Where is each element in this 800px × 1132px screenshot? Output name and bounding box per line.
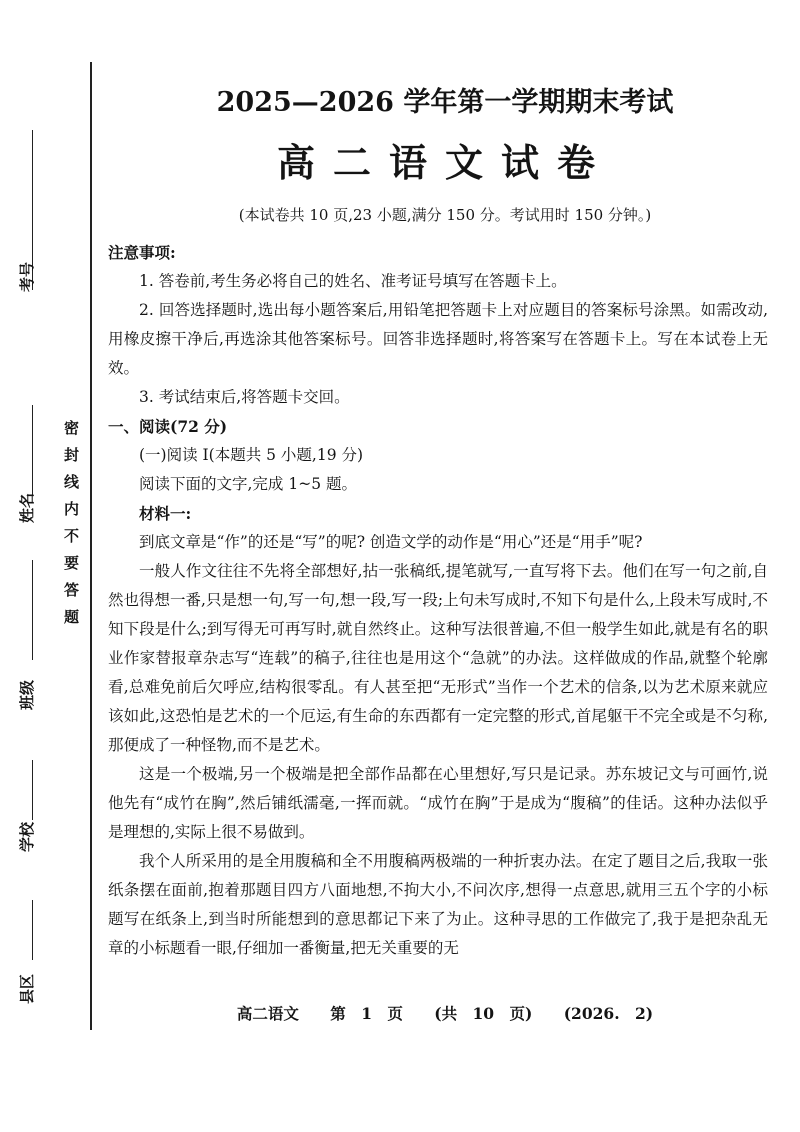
subsection-title: (一)阅读 I(本题共 5 小题,19 分) [139, 446, 364, 464]
reading-instruction: 阅读下面的文字,完成 1~5 题。 [139, 475, 357, 493]
class-label: 班级 [18, 679, 36, 710]
footer-date: (2026. 2) [563, 1004, 654, 1023]
seal-warning-text: 密封线内不要答题 [62, 420, 80, 636]
footer-page: 第 1 页 [330, 1004, 403, 1023]
paper-title: 高二语文试卷 [276, 140, 613, 185]
exam-body [108, 238, 768, 963]
district-field [4, 900, 44, 1010]
district-label: 县区 [18, 973, 36, 1004]
notice-item: 3. 考试结束后,将答题卡交回。 [139, 388, 350, 406]
material-paragraph: 我个人所采用的是全用腹稿和全不用腹稿两极端的一种折衷办法。在定了题目之后,我取一张纸条摆在面前,抱着那题目四方八面地想,不拘大小,不问次序,想得一点意思,就用三五个字的小标题写在纸条上,到当时所能想到的意思都记下来了为止。这种寻思的工作做完了,我于是把杂乱无章的小标题看一眼,仔细加一番衡量,把无关重要的无 [108, 852, 768, 957]
candidate-number-field [4, 60, 44, 310]
school-field [4, 750, 44, 870]
name-line [32, 405, 33, 495]
seal-line [90, 62, 92, 1030]
paper-info: (本试卷共 10 页,23 小题,满分 150 分。考试用时 150 分钟。) [238, 206, 652, 224]
material-label: 材料一: [139, 504, 192, 523]
name-label: 姓名 [18, 492, 36, 523]
section-title: 一、阅读(72 分) [108, 417, 228, 436]
class-line [32, 560, 33, 660]
material-paragraph: 一般人作文往往不先将全部想好,拈一张稿纸,提笔就写,一直写将下去。他们在写一句之前,自然也得想一番,只是想一句,写一句,想一段,写一段;上句未写成时,不知下句是什么,上段未写成时,不知下段是什么;到写得无可再写时,就自然终止。这种写法很普遍,不但一般学生如此,就是有名的职业作家替报章杂志写“连载”的稿子,往往也是用这个“急就”的办法。这样做成的作品,就整个轮廓看,总难免前后欠呼应,结构很零乱。有人甚至把“无形式”当作一个艺术的信条,以为艺术原来就应该如此,这恐怕是艺术的一个厄运,有生命的东西都有一定完整的形式,首尾躯干不完全或是不匀称,那便成了一种怪物,而不是艺术。 [108, 562, 768, 754]
district-line [32, 900, 33, 960]
notice-item: 1. 答卷前,考生务必将自己的姓名、准考证号填写在答题卡上。 [139, 272, 567, 290]
material-paragraph: 这是一个极端,另一个极端是把全部作品都在心里想好,写只是记录。苏东坡记文与可画竹,说他先有“成竹在胸”,然后铺纸濡毫,一挥而就。“成竹在胸”于是成为“腹稿”的佳话。这种办法似乎是理想的,实际上很不易做到。 [108, 765, 768, 841]
exam-title: 2025—2026 学年第一学期期末考试 [216, 87, 674, 118]
school-label: 学校 [18, 821, 36, 852]
binding-margin [0, 60, 50, 1004]
candidate-number-label: 考号 [18, 261, 36, 292]
notice-heading: 注意事项: [108, 243, 176, 262]
material-paragraph: 到底文章是“作”的还是“写”的呢? 创造文学的动作是“用心”还是“用手”呢? [139, 533, 643, 551]
footer-subject: 高二语文 [236, 1004, 299, 1023]
page-footer [100, 1002, 790, 1024]
footer-total: (共 10 页) [434, 1004, 533, 1023]
class-field [4, 550, 44, 750]
school-line [32, 760, 33, 820]
notice-item: 2. 回答选择题时,选出每小题答案后,用铅笔把答题卡上对应题目的答案标号涂黑。如需改动,用橡皮擦干净后,再选涂其他答案标号。回答非选择题时,将答案写在答题卡上。写在本试卷上无效。 [108, 301, 768, 377]
